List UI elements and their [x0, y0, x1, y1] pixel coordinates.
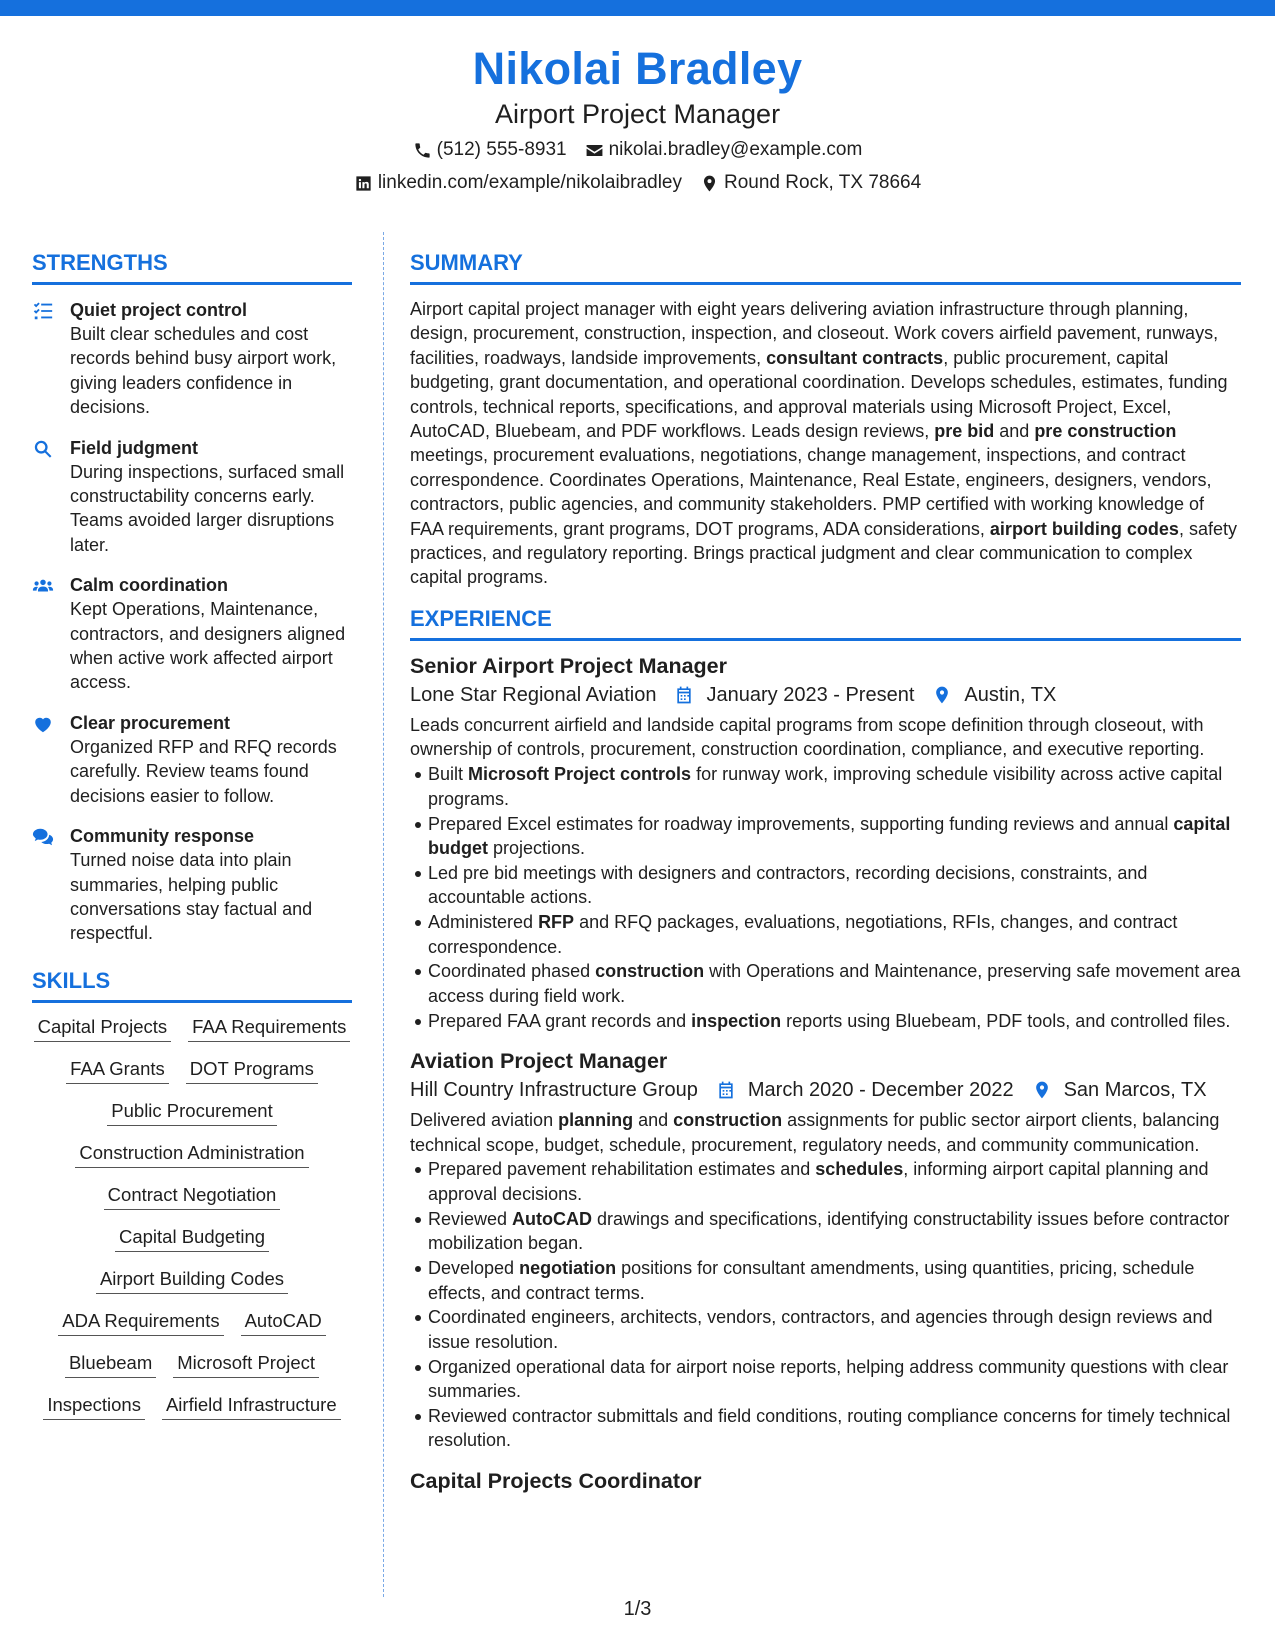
company-name: Lone Star Regional Aviation	[410, 683, 657, 706]
job-description: Leads concurrent airfield and landside capital programs from scope definition through closeout, with ownership of controls, procurement, construction coordination, compliance, and executive reporting.	[410, 714, 1205, 760]
skills-section	[32, 966, 352, 1420]
skill-tag: ADA Requirements	[58, 1308, 223, 1336]
skills-list	[32, 1014, 352, 1420]
linkedin-icon	[354, 174, 373, 193]
users-icon	[32, 575, 54, 597]
summary-bold: airport building codes	[989, 518, 1179, 539]
dates-text: March 2020 - December 2022	[747, 1079, 1014, 1102]
dates-text: January 2023 - Present	[706, 683, 915, 706]
strength-title: Calm coordination	[70, 575, 229, 596]
bullet-item: Organized operational data for airport noise reports, helping address community questions with clear summaries.	[428, 1355, 1241, 1404]
strength-title: Field judgment	[70, 437, 198, 458]
job-title: Senior Airport Project Manager	[410, 653, 727, 678]
bullet-item: Prepared FAA grant records and inspection reports using Bluebeam, PDF tools, and controlled files.	[428, 1009, 1241, 1033]
strength-item	[32, 711, 352, 808]
summary-span: Airport capital project manager with eight years delivering aviation infrastructure through planning, design, procurement, construction, inspection, and closeout. Work covers airfield pavement, runways, facilities, roadways, landside improvements,	[410, 299, 1219, 368]
strength-title: Quiet project control	[70, 300, 248, 320]
strengths-heading: STRENGTHS	[32, 250, 168, 275]
comments-icon	[32, 826, 54, 848]
strength-item	[32, 573, 352, 695]
summary-span: meetings, procurement evaluations, negotiations, change management, inspections, and contract correspondence. Coordinates Operations, Maintenance, Real Estate, engineers, designers, vendors, contractors, public agencies, and community stakeholders. PMP certified with working knowledge of FAA requirements, grant programs, DOT programs, ADA considerations,	[410, 445, 1212, 539]
bullet-item: Built Microsoft Project controls for runway work, improving schedule visibility across active capital programs.	[428, 762, 1241, 811]
bullet-item: Coordinated phased construction with Operations and Maintenance, preserving safe movement area access during field work.	[428, 959, 1241, 1008]
section-rule	[32, 1000, 352, 1003]
map-pin-icon	[1032, 1080, 1052, 1100]
email-text: nikolai.bradley@example.com	[608, 139, 863, 160]
column-divider	[383, 232, 384, 1597]
job-title: Capital Projects Coordinator	[410, 1468, 702, 1493]
contact-row-1	[0, 135, 1275, 165]
left-column	[32, 248, 352, 1420]
skills-heading: SKILLS	[32, 967, 111, 993]
strength-desc: Organized RFP and RFQ records carefully. Review teams found decisions easier to follow.	[70, 736, 337, 806]
skill-tag: AutoCAD	[241, 1308, 326, 1336]
section-rule	[410, 282, 1241, 285]
location-text: Round Rock, TX 78664	[724, 172, 922, 193]
skill-tag: Airport Building Codes	[96, 1266, 288, 1294]
location-text: San Marcos, TX	[1063, 1079, 1207, 1102]
summary-bold: pre bid	[934, 421, 995, 442]
summary-span: , safety practices, and regulatory reporting. Brings practical judgment and clear communication to complex capital programs.	[410, 518, 1237, 588]
calendar-icon	[674, 685, 694, 705]
location-text: Austin, TX	[964, 683, 1057, 706]
strength-desc: During inspections, surfaced small constructability concerns early. Teams avoided larger disruptions later.	[70, 461, 345, 555]
map-pin-icon	[700, 174, 719, 193]
job-bullets	[410, 1157, 1241, 1452]
bullet-item: Prepared pavement rehabilitation estimates and schedules, informing airport capital planning and approval decisions.	[428, 1157, 1241, 1206]
job-entry	[410, 1467, 1241, 1495]
search-icon	[32, 438, 54, 460]
strength-title: Community response	[70, 826, 255, 847]
contact-row-2	[0, 168, 1275, 198]
job-bullets	[410, 762, 1241, 1033]
experience-heading: EXPERIENCE	[410, 605, 552, 631]
skill-tag: Airfield Infrastructure	[162, 1392, 341, 1420]
skill-tag: Capital Projects	[34, 1014, 172, 1042]
skill-tag: Contract Negotiation	[104, 1182, 281, 1210]
strength-title: Clear procurement	[70, 712, 231, 733]
strength-desc: Turned noise data into plain summaries, helping public conversations stay factual and respectful.	[70, 850, 313, 944]
job-location	[932, 680, 1056, 710]
linkedin-text: linkedin.com/example/nikolaibradley	[377, 172, 682, 193]
job-location	[1032, 1075, 1207, 1105]
skill-tag: FAA Grants	[66, 1056, 169, 1084]
strength-item	[32, 436, 352, 558]
linkedin-contact[interactable]	[354, 168, 682, 198]
summary-span: and	[994, 421, 1035, 442]
phone-text: (512) 555-8931	[436, 139, 567, 160]
company-name: Hill Country Infrastructure Group	[410, 1079, 698, 1102]
email-contact[interactable]	[585, 135, 863, 165]
job-entry	[410, 652, 1241, 1033]
strength-item	[32, 824, 352, 946]
job-meta	[410, 1075, 1241, 1105]
summary-heading: SUMMARY	[410, 250, 523, 275]
right-column	[410, 248, 1241, 1511]
skill-tag: DOT Programs	[186, 1056, 318, 1084]
skill-tag: Public Procurement	[107, 1098, 276, 1126]
map-pin-icon	[932, 685, 952, 705]
bullet-item: Led pre bid meetings with designers and contractors, recording decisions, constraints, and accountable actions.	[428, 861, 1241, 910]
section-rule	[32, 282, 352, 285]
job-dates	[716, 1075, 1014, 1105]
skill-tag: Microsoft Project	[173, 1350, 319, 1378]
bullet-item: Prepared Excel estimates for roadway improvements, supporting funding reviews and annual capital budget projections.	[428, 812, 1241, 861]
strength-item	[32, 298, 352, 420]
skill-tag: Construction Administration	[75, 1140, 308, 1168]
job-description: Delivered aviation planning and construction assignments for public sector airport clients, balancing technical scope, budget, schedule, procurement, regulatory needs, and community communication.	[410, 1110, 1220, 1155]
summary-bold: pre construction	[1034, 421, 1177, 442]
job-meta	[410, 680, 1241, 710]
summary-section	[410, 248, 1241, 590]
skill-tag: FAA Requirements	[188, 1014, 350, 1042]
calendar-icon	[716, 1080, 736, 1100]
section-rule	[410, 638, 1241, 641]
strength-desc: Built clear schedules and cost records behind busy airport work, giving leaders confidence in decisions.	[70, 324, 337, 418]
top-accent-bar	[0, 0, 1275, 16]
bullet-item: Reviewed AutoCAD drawings and specifications, identifying constructability issues before contractor mobilization began.	[428, 1207, 1241, 1256]
strengths-section	[32, 248, 352, 946]
phone-contact[interactable]	[413, 135, 567, 165]
candidate-title: Airport Project Manager	[494, 99, 781, 129]
job-entry	[410, 1047, 1241, 1453]
bullet-item: Coordinated engineers, architects, vendors, contractors, and agencies through design reviews and issue resolution.	[428, 1305, 1241, 1354]
strength-desc: Kept Operations, Maintenance, contractors, and designers aligned when active work affected airport access.	[70, 599, 346, 693]
summary-bold: consultant contracts	[766, 347, 944, 368]
list-check-icon	[32, 300, 54, 322]
skill-tag: Capital Budgeting	[115, 1224, 269, 1252]
bullet-item: Administered RFP and RFQ packages, evaluations, negotiations, RFIs, changes, and contract correspondence.	[428, 910, 1241, 959]
job-title: Aviation Project Manager	[410, 1049, 668, 1074]
location-contact	[700, 168, 921, 198]
phone-icon	[413, 141, 432, 160]
skill-tag: Inspections	[43, 1392, 145, 1420]
bullet-item: Developed negotiation positions for consultant amendments, using quantities, pricing, schedule effects, and contract terms.	[428, 1256, 1241, 1305]
summary-text	[410, 297, 1241, 590]
bullet-item: Reviewed contractor submittals and field conditions, routing compliance concerns for timely technical resolution.	[428, 1404, 1241, 1453]
summary-span: , public procurement, capital budgeting, grant documentation, and operational coordination. Develops schedules, estimates, funding controls, technical reports, specifications, and approval materials using Microsoft Project, Excel, AutoCAD, Bluebeam, and PDF workflows. Leads design reviews,	[410, 347, 1228, 442]
envelope-icon	[585, 141, 604, 160]
skill-tag: Bluebeam	[65, 1350, 156, 1378]
experience-section	[410, 604, 1241, 1495]
page-number: 1/3	[623, 1598, 652, 1620]
resume-header	[0, 40, 1275, 198]
job-dates	[674, 680, 914, 710]
candidate-name: Nikolai Bradley	[472, 43, 803, 94]
heart-icon	[32, 713, 54, 735]
